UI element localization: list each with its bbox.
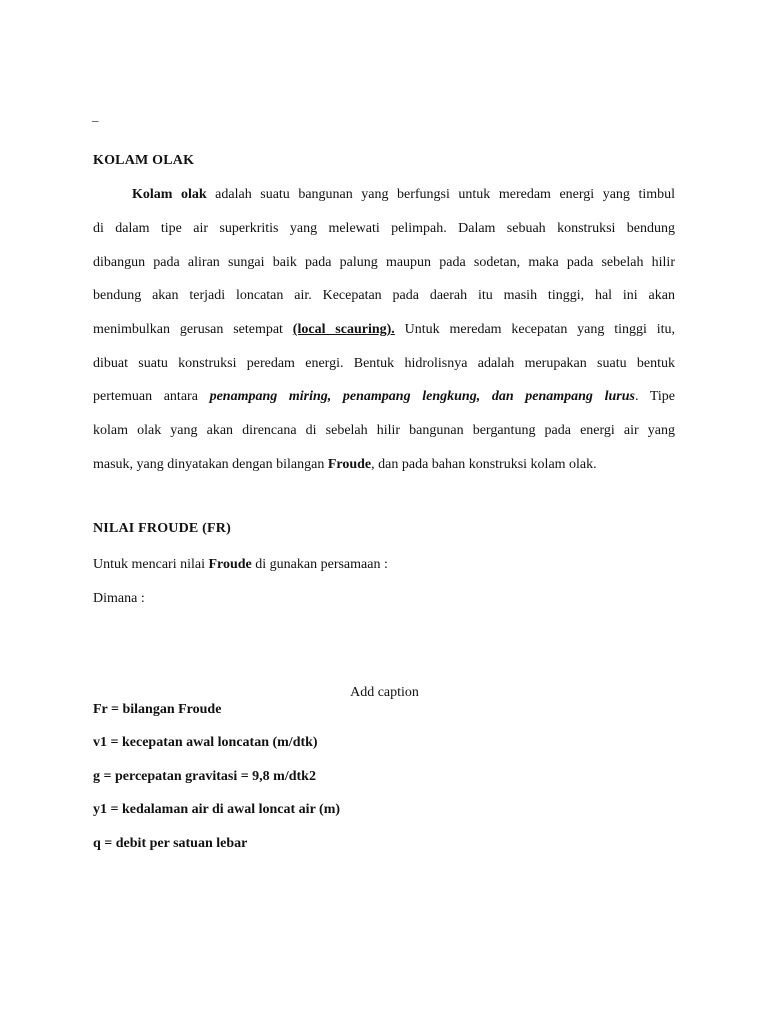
paragraph-line: dibangun pada aliran sungai baik pada palung maupun pada sodetan, maka pada sebelah hilir [93,255,675,270]
definition-item: v1 = kecepatan awal loncatan (m/dtk) [93,735,318,750]
intro-line: Untuk mencari nilai Froude di gunakan persamaan : [93,557,388,572]
definition-item: y1 = kedalaman air di awal loncat air (m) [93,802,341,817]
section-heading-kolam-olak: KOLAM OLAK [93,153,195,168]
bold-italic-term: penampang miring, penampang lengkung, dan penampang lurus [209,389,635,404]
paragraph-line: menimbulkan gerusan setempat (local scauring). Untuk meredam kecepatan yang tinggi itu, [93,322,675,337]
bold-underline-term: (local scauring). [292,322,395,337]
paragraph-line: di dalam tipe air superkritis yang melewati pelimpah. Dalam sebuah konstruksi bendung [93,221,675,236]
paragraph-line: Kolam olak adalah suatu bangunan yang berfungsi untuk meredam energi yang timbul [132,187,675,202]
dimana-label: Dimana : [93,591,145,606]
definition-item: q = debit per satuan lebar [93,836,248,851]
bold-term: Froude [208,557,252,572]
stray-mark: _ [92,108,99,123]
paragraph-line: masuk, yang dinyatakan dengan bilangan Froude, dan pada bahan konstruksi kolam olak. [93,457,597,472]
paragraph-line: pertemuan antara penampang miring, penampang lengkung, dan penampang lurus. Tipe [93,389,675,404]
bold-term: Froude [327,457,372,472]
paragraph-line: bendung akan terjadi loncatan air. Kecepatan pada daerah itu masih tinggi, hal ini akan [93,288,675,303]
paragraph-line: dibuat suatu konstruksi peredam energi. Bentuk hidrolisnya adalah merupakan suatu bentuk [93,356,675,371]
paragraph-line: kolam olak yang akan direncana di sebelah hilir bangunan bergantung pada energi air yang [93,423,675,438]
figure-caption: Add caption [350,685,419,700]
definition-item: g = percepatan gravitasi = 9,8 m/dtk2 [93,769,316,784]
section-heading-nilai-froude: NILAI FROUDE (FR) [93,521,231,536]
bold-term: Kolam olak [132,187,207,202]
definition-item: Fr = bilangan Froude [93,702,222,717]
